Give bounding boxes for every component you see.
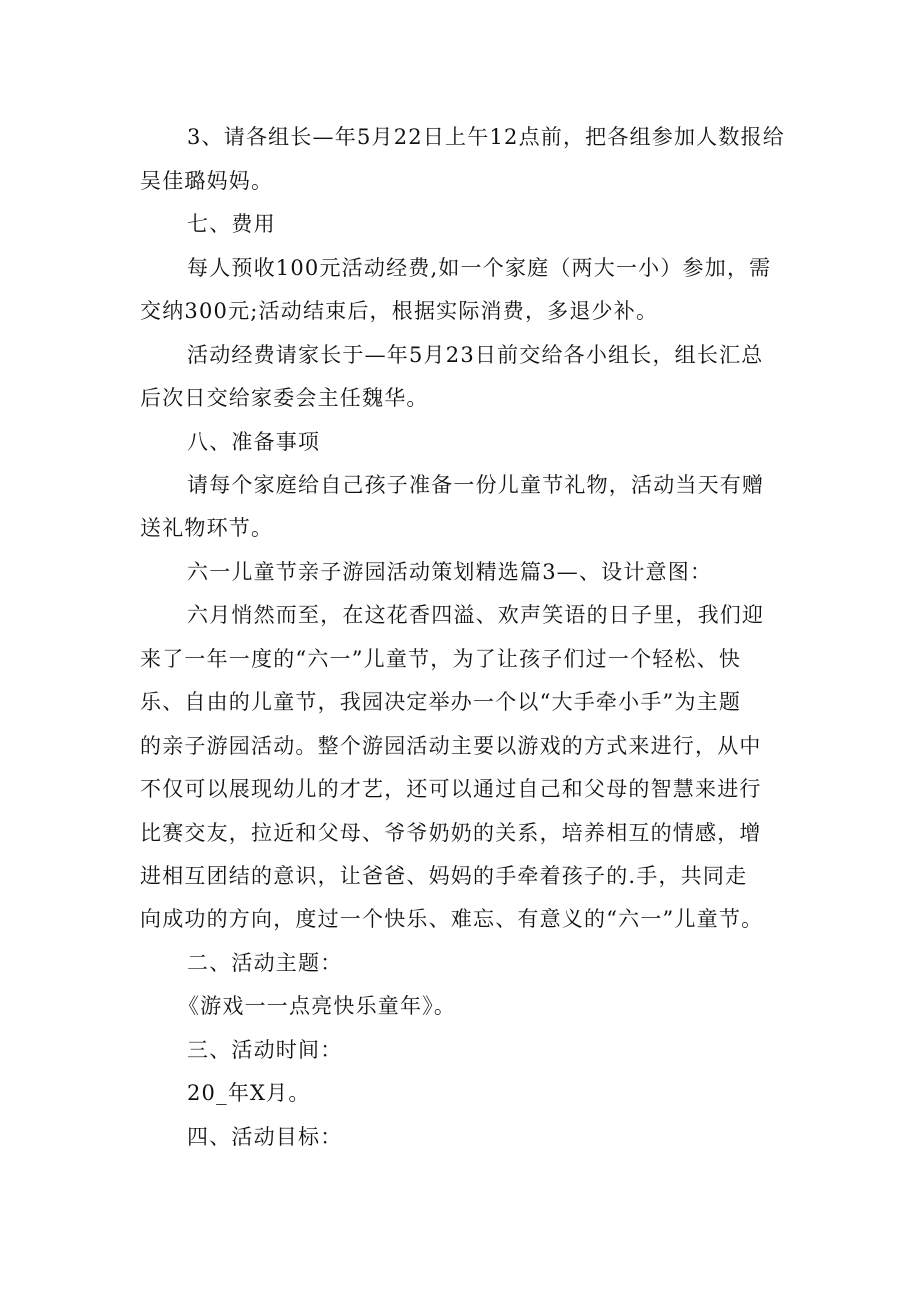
- paragraph-line: 比赛交友，拉近和父母、爷爷奶奶的关系，培养相互的情感，增: [140, 821, 762, 845]
- section-heading: 六一儿童节亲子游园活动策划精选篇3—、设计意图：: [187, 560, 713, 584]
- paragraph-line: 乐、自由的儿童节，我园决定举办一个以“大手牵小手”为主题: [140, 690, 742, 714]
- paragraph-line: 活动经费请家长于—年5月23日前交给各小组长，组长汇总: [187, 343, 764, 367]
- paragraph-line: 3、请各组长—年5月22日上午12点前，把各组参加人数报给: [187, 125, 785, 149]
- paragraph-line: 请每个家庭给自己孩子准备一份儿童节礼物，活动当天有赠: [187, 473, 765, 497]
- section-heading: 四、活动目标：: [187, 1125, 343, 1149]
- paragraph-line: 吴佳璐妈妈。: [140, 169, 274, 193]
- paragraph-line: 六月悄然而至，在这花香四溢、欢声笑语的日子里，我们迎: [187, 603, 765, 627]
- paragraph-line: 交纳300元;活动结束后，根据实际消费，多退少补。: [140, 299, 659, 323]
- paragraph-line: 送礼物环节。: [140, 516, 274, 540]
- paragraph-line: 不仅可以展现幼儿的才艺，还可以通过自己和父母的智慧来进行: [140, 777, 762, 801]
- paragraph-line: 《游戏一一点亮快乐童年》。: [178, 994, 457, 1018]
- paragraph-line: 来了一年一度的“六一”儿童节，为了让孩子们过一个轻松、快: [140, 647, 742, 671]
- section-heading: 三、活动时间：: [187, 1038, 343, 1062]
- section-heading: 七、费用: [187, 212, 276, 236]
- section-heading: 二、活动主题：: [187, 951, 343, 975]
- paragraph-line: 每人预收100元活动经费,如一个家庭（两大一小）参加，需: [187, 256, 772, 280]
- section-heading: 八、准备事项: [187, 430, 321, 454]
- paragraph-line: 进相互团结的意识，让爸爸、妈妈的手牵着孩子的.手，共同走: [140, 864, 748, 888]
- paragraph-line: 后次日交给家委会主任魏华。: [140, 386, 429, 410]
- paragraph-line: 向成功的方向，度过一个快乐、难忘、有意义的“六一”儿童节。: [140, 907, 764, 931]
- paragraph-line: 的亲子游园活动。整个游园活动主要以游戏的方式来进行，从中: [140, 734, 762, 758]
- paragraph-line: 20_年X月。: [187, 1081, 311, 1105]
